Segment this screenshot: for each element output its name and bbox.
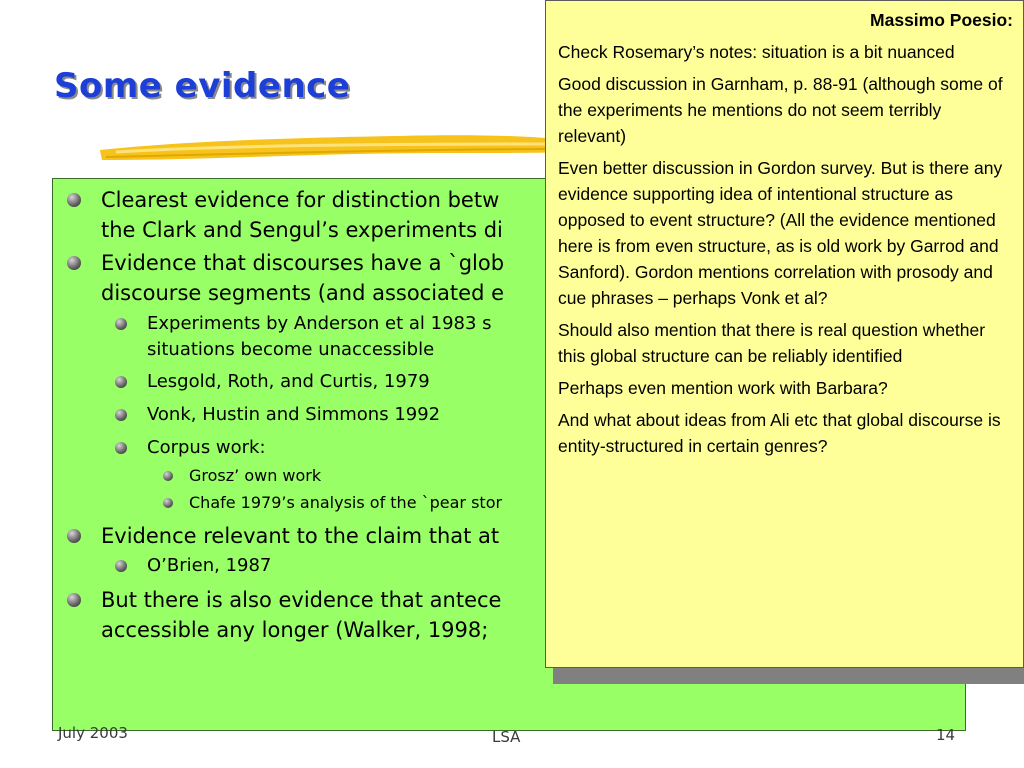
bullet-item: Evidence relevant to the claim that at [67,521,966,551]
bullet-item: Evidence that discourses have a `glob [67,248,966,278]
bullet-icon [67,256,81,270]
bullet-item-continuation: the Clark and Sengul’s experiments di [101,218,503,242]
footer-date: July 2003 [58,724,128,742]
comment-note[interactable] [545,0,1024,668]
bullet-icon [115,560,127,572]
footer-page-number: 14 [936,726,956,744]
comment-paragraph: Perhaps even mention work with Barbara? [558,378,888,398]
sub-sub-bullet-item: Chafe 1979’s analysis of the `pear stor [67,491,966,515]
bullet-item: Clearest evidence for distinction betw [67,185,966,215]
slide-title: Some evidence [54,66,351,106]
bullet-icon [67,193,81,207]
bullet-icon [67,529,81,543]
sub-bullet-item: Corpus work: [67,435,966,461]
bullet-icon [115,318,127,330]
bullet-icon [115,376,127,388]
footer-center-label: LSA [492,728,521,746]
sub-sub-bullet-item: Grosz’ own work [67,464,966,488]
bullet-icon [163,498,173,508]
comment-author: Massimo Poesio: [870,10,1013,30]
bullet-icon [115,442,127,454]
comment-paragraph: Even better discussion in Gordon survey. But is there any evidence supporting idea of intentional structure as opposed to event structure? (All the evidence mentioned here is from even structure, as is old work by Garrod and Sanford). Gordon mentions correlation with prosody and cue phrases – perhaps Vonk et al? [558,158,1003,308]
sub-bullet-item: Vonk, Hustin and Simmons 1992 [67,402,966,428]
bullet-item-continuation: discourse segments (and associated e [101,281,505,305]
sub-bullet-item-continuation: situations become unaccessible [147,339,435,360]
bullet-item-continuation: accessible any longer (Walker, 1998; [101,618,489,642]
comment-paragraph: And what about ideas from Ali etc that global discourse is entity-structured in certain genres? [558,410,1001,456]
sub-bullet-item: Lesgold, Roth, and Curtis, 1979 [67,369,966,395]
sub-bullet-item: Experiments by Anderson et al 1983 s [67,311,966,337]
comment-paragraph: Should also mention that there is real question whether this global structure can be reliably identified [558,320,986,366]
sub-bullet-item: O’Brien, 1987 [67,553,966,579]
bullet-icon [115,409,127,421]
bullet-item: But there is also evidence that antece [67,585,966,615]
comment-paragraph: Good discussion in Garnham, p. 88-91 (although some of the experiments he mentions do not seem terribly relevant) [558,74,1003,146]
bullet-icon [163,471,173,481]
comment-paragraph: Check Rosemary’s notes: situation is a bit nuanced [558,42,955,62]
brush-stroke-decoration [96,122,566,168]
bullet-icon [67,593,81,607]
